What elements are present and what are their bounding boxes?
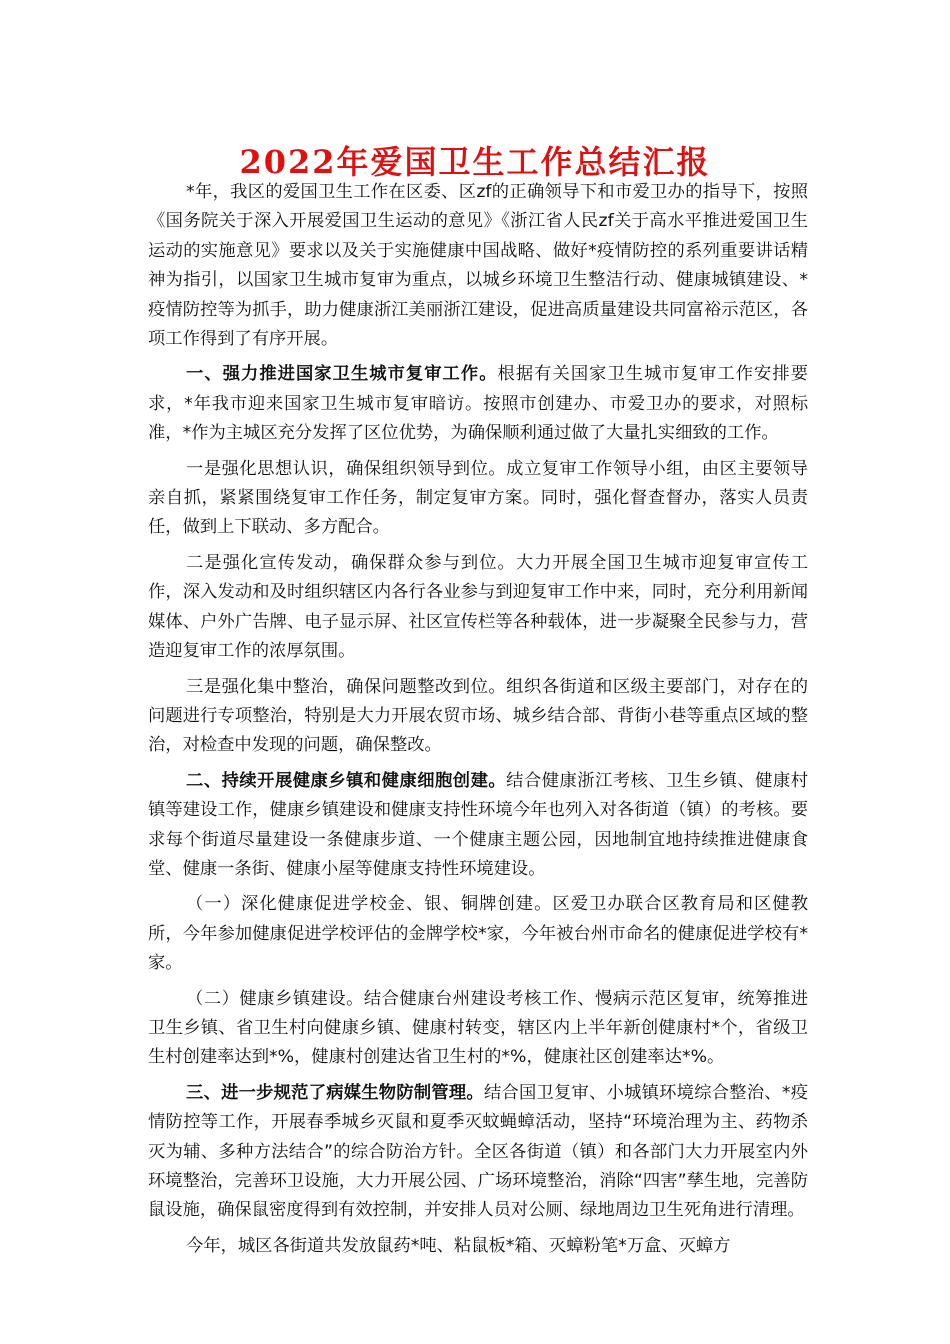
section-heading: 三、进一步规范了病媒生物防制管理。: [186, 1082, 484, 1103]
paragraph-continued: [148, 1232, 808, 1261]
section-heading: 二、持续开展健康乡镇和健康细胞创建。: [186, 770, 507, 791]
paragraph-section-2: [148, 767, 808, 885]
paragraph-point-2: [148, 549, 808, 667]
paragraph-text: 根据有关国家卫生城市复审工作安排要求，*年我市迎来国家卫生城市复审暗访。按照市创建办、市爱卫办的要求，对照标准，*作为主城区充分发挥了区位优势，为确保顺利通过做了大量扎实细致的工作。: [148, 364, 808, 444]
paragraph-section-1: [148, 360, 808, 448]
section-heading: 一、强力推进国家卫生城市复审工作。: [186, 364, 498, 385]
paragraph-text: 结合健康浙江考核、卫生乡镇、健康村镇等建设工作，健康乡镇建设和健康支持性环境今年也列入对各街道（镇）的考核。要求每个街道尽量建设一条健康步道、一个健康主题公园，因地制宜地持续推进健康食堂、健康一条街、健康小屋等健康支持性环境建设。: [148, 770, 808, 879]
document-body: [148, 178, 808, 1261]
paragraph-subpoint-2: [148, 985, 808, 1073]
paragraph-text: 结合国卫复审、小城镇环境综合整治、*疫情防控等工作，开展春季城乡灭鼠和夏季灭蚊蝇蟑活动，坚持“环境治理为主、药物杀灭为辅、多种方法结合”的综合防治方针。全区各街道（镇）和各部门大力开展室内外环境整治，完善环卫设施，大力开展公园、广场环境整治，消除“四害”孳生地，完善防鼠设施，确保鼠密度得到有效控制，并安排人员对公厕、绿地周边卫生死角进行清理。: [148, 1082, 808, 1221]
paragraph-point-3: [148, 673, 808, 761]
paragraph-text: 二是强化宣传发动，确保群众参与到位。大力开展全国卫生城市迎复审宣传工作，深入发动和及时组织辖区内各行各业参与到迎复审工作中来，同时，充分利用新闻媒体、户外广告牌、电子显示屏、社区宣传栏等各种载体，进一步凝聚全民参与力，营造迎复审工作的浓厚氛围。: [148, 552, 808, 662]
paragraph-text: （二）健康乡镇建设。结合健康台州建设考核工作、慢病示范区复审，统筹推进卫生乡镇、省卫生村向健康乡镇、健康村转变，辖区内上半年新创健康村*个，省级卫生村创建率达到*%，健康村创建达省卫生村的*%，健康社区创建率达*%。: [148, 988, 808, 1068]
paragraph-text: （一）深化健康促进学校金、银、铜牌创建。区爱卫办联合区教育局和区健教所，今年参加健康促进学校评估的金牌学校*家，今年被台州市命名的健康促进学校有*家。: [148, 894, 808, 974]
paragraph-intro: [148, 178, 808, 354]
paragraph-text: *年，我区的爱国卫生工作在区委、区zf的正确领导下和市爱卫办的指导下，按照《国务院关于深入开展爱国卫生运动的意见》《浙江省人民zf关于高水平推进爱国卫生运动的实施意见》要求以及关于实施健康中国战略、做好*疫情防控的系列重要讲话精神为指引，以国家卫生城市复审为重点，以城乡环境卫生整洁行动、健康城镇建设、*疫情防控等为抓手，助力健康浙江美丽浙江建设，促进高质量建设共同富裕示范区，各项工作得到了有序开展。: [148, 182, 808, 350]
document-title: 2022年爱国卫生工作总结汇报: [239, 143, 711, 181]
paragraph-text: 今年，城区各街道共发放鼠药*吨、粘鼠板*箱、灭蟑粉笔*万盒、灭蟑方: [186, 1235, 731, 1256]
paragraph-text: 三是强化集中整治，确保问题整改到位。组织各街道和区级主要部门，对存在的问题进行专项整治，特别是大力开展农贸市场、城乡结合部、背街小巷等重点区域的整治，对检查中发现的问题，确保整改。: [148, 676, 808, 756]
paragraph-text: 一是强化思想认识，确保组织领导到位。成立复审工作领导小组，由区主要领导亲自抓，紧紧围绕复审工作任务，制定复审方案。同时，强化督查督办，落实人员责任，做到上下联动、多方配合。: [148, 458, 808, 538]
paragraph-subpoint-1: [148, 890, 808, 978]
paragraph-point-1: [148, 455, 808, 543]
paragraph-section-3: [148, 1079, 808, 1226]
